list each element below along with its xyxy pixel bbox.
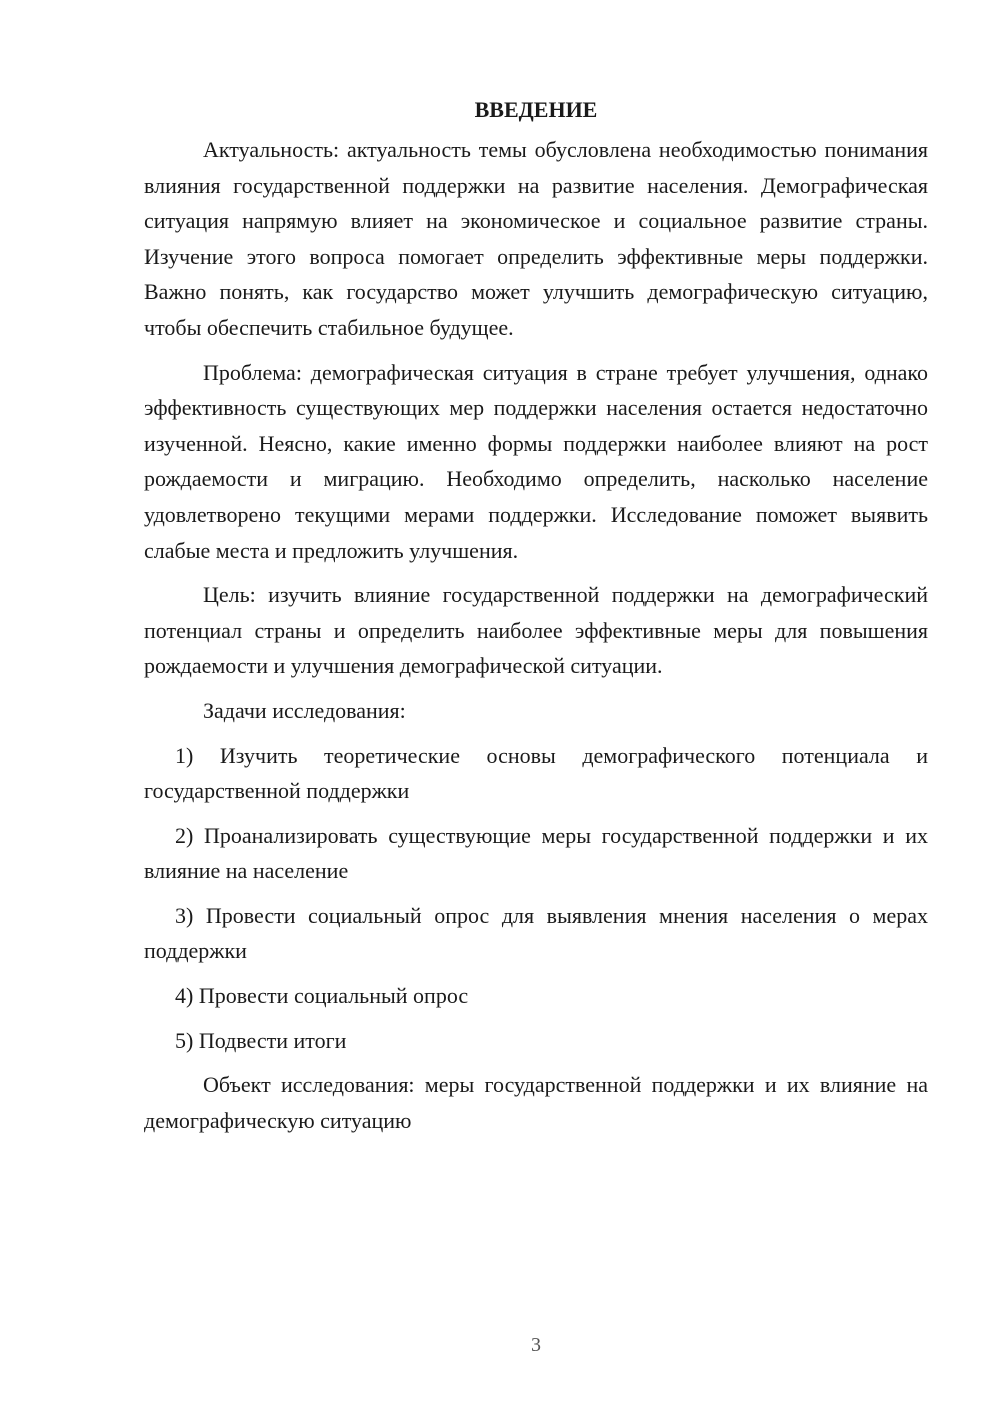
paragraph-relevance: Актуальность: актуальность темы обусловлена необходимостью понимания влияния государственной поддержки на развитие населения. Демографическая ситуация напрямую влияет на экономическое и социальное развитие страны. Изучение этого вопроса помогает определить эффективные меры поддержки. Важно понять, как государство может улучшить демографическую ситуацию, чтобы обеспечить стабильное будущее. — [144, 137, 928, 340]
task-item-3: 3) Провести социальный опрос для выявления мнения населения о мерах поддержки — [144, 902, 928, 964]
task-item-5: 5) Подвести итоги — [175, 1027, 347, 1053]
section-heading: ВВЕДЕНИЕ — [474, 97, 598, 122]
tasks-intro: Задачи исследования: — [203, 697, 406, 723]
task-item-4: 4) Провести социальный опрос — [175, 983, 469, 1009]
paragraph-goal: Цель: изучить влияние государственной поддержки на демографический потенциал страны и определить наиболее эффективные меры для повышения рождаемости и улучшения демографической ситуации. — [144, 582, 928, 679]
page-number: 3 — [531, 1334, 541, 1356]
paragraph-object: Объект исследования: меры государственной поддержки и их влияние на демографическую ситуацию — [144, 1072, 928, 1133]
paragraph-problem: Проблема: демографическая ситуация в стране требует улучшения, однако эффективность существующих мер поддержки населения остается недостаточно изученной. Неясно, какие именно формы поддержки наиболее влияют на рост рождаемости и миграцию. Необходимо определить, насколько население удовлетворено текущими мерами поддержки. Исследование поможет выявить слабые места и предложить улучшения. — [144, 359, 928, 563]
task-item-1: 1) Изучить теоретические основы демографического потенциала и государственной поддержки — [144, 742, 928, 804]
task-item-2: 2) Проанализировать существующие меры государственной поддержки и их влияние на население — [144, 822, 928, 884]
document-page — [144, 92, 928, 1147]
